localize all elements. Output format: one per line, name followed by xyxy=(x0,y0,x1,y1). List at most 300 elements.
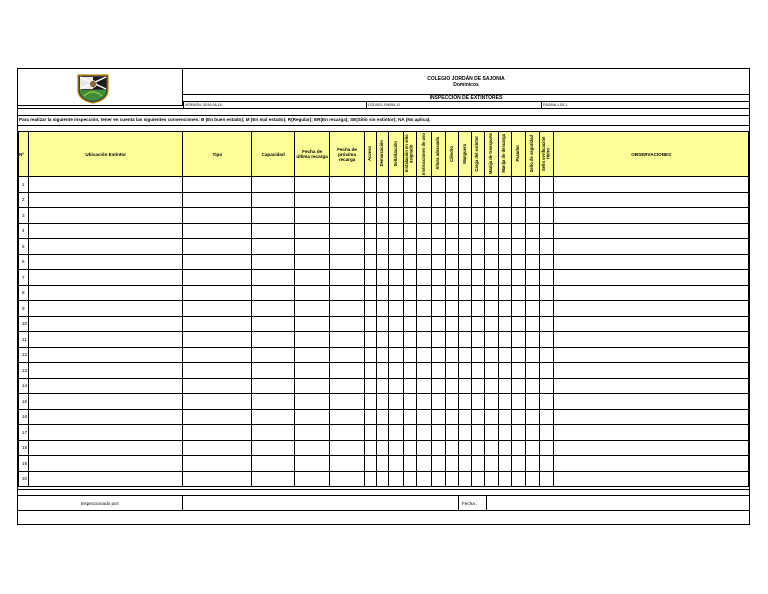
table-cell[interactable] xyxy=(416,378,431,394)
table-cell[interactable] xyxy=(252,471,295,487)
table-cell[interactable] xyxy=(252,254,295,270)
table-cell[interactable] xyxy=(28,363,182,379)
table-cell[interactable] xyxy=(364,456,376,472)
table-cell[interactable] xyxy=(183,301,252,317)
table-cell[interactable] xyxy=(511,347,525,363)
table-cell[interactable] xyxy=(183,440,252,456)
table-cell[interactable] xyxy=(416,456,431,472)
table-cell[interactable] xyxy=(364,440,376,456)
table-cell[interactable] xyxy=(554,316,749,332)
table-cell[interactable] xyxy=(554,347,749,363)
table-cell[interactable] xyxy=(330,285,365,301)
table-cell[interactable] xyxy=(445,332,458,348)
table-cell[interactable] xyxy=(471,394,484,410)
table-cell[interactable] xyxy=(28,425,182,441)
table-cell[interactable] xyxy=(295,223,330,239)
table-cell[interactable] xyxy=(445,347,458,363)
table-cell[interactable] xyxy=(431,456,445,472)
table-cell[interactable] xyxy=(403,223,416,239)
table-cell[interactable] xyxy=(376,239,388,255)
table-cell[interactable] xyxy=(554,409,749,425)
table-cell[interactable] xyxy=(403,347,416,363)
table-cell[interactable] xyxy=(484,394,498,410)
table-cell[interactable] xyxy=(458,332,471,348)
table-cell[interactable] xyxy=(330,208,365,224)
table-cell[interactable] xyxy=(376,301,388,317)
table-cell[interactable] xyxy=(364,409,376,425)
table-cell[interactable] xyxy=(403,301,416,317)
table-cell[interactable] xyxy=(445,471,458,487)
table-cell[interactable] xyxy=(484,440,498,456)
table-cell[interactable] xyxy=(458,254,471,270)
table-cell[interactable] xyxy=(525,394,539,410)
table-cell[interactable] xyxy=(498,223,511,239)
table-cell[interactable] xyxy=(458,285,471,301)
table-cell[interactable] xyxy=(252,409,295,425)
table-cell[interactable] xyxy=(445,394,458,410)
table-cell[interactable] xyxy=(252,456,295,472)
table-cell[interactable] xyxy=(431,363,445,379)
table-cell[interactable] xyxy=(183,409,252,425)
table-cell[interactable] xyxy=(511,270,525,286)
table-cell[interactable] xyxy=(388,316,403,332)
table-cell[interactable] xyxy=(388,471,403,487)
table-cell[interactable] xyxy=(554,394,749,410)
table-cell[interactable] xyxy=(252,363,295,379)
table-cell[interactable] xyxy=(539,301,554,317)
table-cell[interactable] xyxy=(376,363,388,379)
table-cell[interactable] xyxy=(416,285,431,301)
table-cell[interactable] xyxy=(525,301,539,317)
table-cell[interactable] xyxy=(484,471,498,487)
table-cell[interactable] xyxy=(28,347,182,363)
table-cell[interactable] xyxy=(498,301,511,317)
table-cell[interactable] xyxy=(539,223,554,239)
table-cell[interactable] xyxy=(252,394,295,410)
table-cell[interactable] xyxy=(539,456,554,472)
table-cell[interactable] xyxy=(431,347,445,363)
table-cell[interactable] xyxy=(388,208,403,224)
table-cell[interactable] xyxy=(295,347,330,363)
table-cell[interactable] xyxy=(471,316,484,332)
table-cell[interactable] xyxy=(539,285,554,301)
table-cell[interactable] xyxy=(458,192,471,208)
table-cell[interactable] xyxy=(471,363,484,379)
table-cell[interactable] xyxy=(498,332,511,348)
table-cell[interactable] xyxy=(376,409,388,425)
table-cell[interactable] xyxy=(388,301,403,317)
table-cell[interactable] xyxy=(252,347,295,363)
table-cell[interactable] xyxy=(431,301,445,317)
table-cell[interactable] xyxy=(498,394,511,410)
table-cell[interactable] xyxy=(295,440,330,456)
table-cell[interactable] xyxy=(525,332,539,348)
table-cell[interactable] xyxy=(416,239,431,255)
table-cell[interactable] xyxy=(252,316,295,332)
table-cell[interactable] xyxy=(28,270,182,286)
table-cell[interactable] xyxy=(445,239,458,255)
table-cell[interactable] xyxy=(416,440,431,456)
table-cell[interactable] xyxy=(183,456,252,472)
table-cell[interactable] xyxy=(388,347,403,363)
table-cell[interactable] xyxy=(525,347,539,363)
table-cell[interactable] xyxy=(458,270,471,286)
table-cell[interactable] xyxy=(431,440,445,456)
table-cell[interactable] xyxy=(511,332,525,348)
table-cell[interactable] xyxy=(388,394,403,410)
table-cell[interactable] xyxy=(416,192,431,208)
table-cell[interactable] xyxy=(364,192,376,208)
table-cell[interactable] xyxy=(330,409,365,425)
table-cell[interactable] xyxy=(330,394,365,410)
table-cell[interactable] xyxy=(498,316,511,332)
table-cell[interactable] xyxy=(28,456,182,472)
table-cell[interactable] xyxy=(539,270,554,286)
table-cell[interactable] xyxy=(554,363,749,379)
table-cell[interactable] xyxy=(539,316,554,332)
table-cell[interactable] xyxy=(554,440,749,456)
table-cell[interactable] xyxy=(471,456,484,472)
table-cell[interactable] xyxy=(484,270,498,286)
table-cell[interactable] xyxy=(295,363,330,379)
table-cell[interactable] xyxy=(376,425,388,441)
table-cell[interactable] xyxy=(403,456,416,472)
table-cell[interactable] xyxy=(484,363,498,379)
table-cell[interactable] xyxy=(252,270,295,286)
table-cell[interactable] xyxy=(295,285,330,301)
table-cell[interactable] xyxy=(364,208,376,224)
table-cell[interactable] xyxy=(330,177,365,193)
table-cell[interactable] xyxy=(445,270,458,286)
table-cell[interactable] xyxy=(484,456,498,472)
table-cell[interactable] xyxy=(484,177,498,193)
table-cell[interactable] xyxy=(539,254,554,270)
table-cell[interactable] xyxy=(539,192,554,208)
table-cell[interactable] xyxy=(252,239,295,255)
table-cell[interactable] xyxy=(525,239,539,255)
table-cell[interactable] xyxy=(554,192,749,208)
table-cell[interactable] xyxy=(28,409,182,425)
table-cell[interactable] xyxy=(295,254,330,270)
table-cell[interactable] xyxy=(28,301,182,317)
table-cell[interactable] xyxy=(330,223,365,239)
table-cell[interactable] xyxy=(431,208,445,224)
table-cell[interactable] xyxy=(364,254,376,270)
table-cell[interactable] xyxy=(498,409,511,425)
table-cell[interactable] xyxy=(330,239,365,255)
table-cell[interactable] xyxy=(458,239,471,255)
table-cell[interactable] xyxy=(554,425,749,441)
table-cell[interactable] xyxy=(484,347,498,363)
table-cell[interactable] xyxy=(364,239,376,255)
table-cell[interactable] xyxy=(252,192,295,208)
table-cell[interactable] xyxy=(484,332,498,348)
table-cell[interactable] xyxy=(388,177,403,193)
table-cell[interactable] xyxy=(431,378,445,394)
table-cell[interactable] xyxy=(376,471,388,487)
table-cell[interactable] xyxy=(376,456,388,472)
table-cell[interactable] xyxy=(458,363,471,379)
table-cell[interactable] xyxy=(539,177,554,193)
table-cell[interactable] xyxy=(445,378,458,394)
table-cell[interactable] xyxy=(511,208,525,224)
table-cell[interactable] xyxy=(458,177,471,193)
table-cell[interactable] xyxy=(183,208,252,224)
table-cell[interactable] xyxy=(445,409,458,425)
table-cell[interactable] xyxy=(445,208,458,224)
table-cell[interactable] xyxy=(511,394,525,410)
table-cell[interactable] xyxy=(364,425,376,441)
table-cell[interactable] xyxy=(498,270,511,286)
table-cell[interactable] xyxy=(511,239,525,255)
table-cell[interactable] xyxy=(364,285,376,301)
table-cell[interactable] xyxy=(445,192,458,208)
inspected-by-field[interactable] xyxy=(183,496,459,511)
table-cell[interactable] xyxy=(376,208,388,224)
table-cell[interactable] xyxy=(376,378,388,394)
table-cell[interactable] xyxy=(403,270,416,286)
table-cell[interactable] xyxy=(484,301,498,317)
table-cell[interactable] xyxy=(330,192,365,208)
table-cell[interactable] xyxy=(445,223,458,239)
table-cell[interactable] xyxy=(295,456,330,472)
table-cell[interactable] xyxy=(471,177,484,193)
table-cell[interactable] xyxy=(364,394,376,410)
table-cell[interactable] xyxy=(252,301,295,317)
table-cell[interactable] xyxy=(498,239,511,255)
table-cell[interactable] xyxy=(484,208,498,224)
table-cell[interactable] xyxy=(295,177,330,193)
table-cell[interactable] xyxy=(554,239,749,255)
table-cell[interactable] xyxy=(458,316,471,332)
table-cell[interactable] xyxy=(431,270,445,286)
table-cell[interactable] xyxy=(403,177,416,193)
table-cell[interactable] xyxy=(554,270,749,286)
table-cell[interactable] xyxy=(525,440,539,456)
table-cell[interactable] xyxy=(28,332,182,348)
table-cell[interactable] xyxy=(416,254,431,270)
table-cell[interactable] xyxy=(252,425,295,441)
table-cell[interactable] xyxy=(554,378,749,394)
table-cell[interactable] xyxy=(511,409,525,425)
table-cell[interactable] xyxy=(554,456,749,472)
table-cell[interactable] xyxy=(376,177,388,193)
table-cell[interactable] xyxy=(539,332,554,348)
table-cell[interactable] xyxy=(183,332,252,348)
table-cell[interactable] xyxy=(471,270,484,286)
table-cell[interactable] xyxy=(471,301,484,317)
table-cell[interactable] xyxy=(554,301,749,317)
table-cell[interactable] xyxy=(364,378,376,394)
table-cell[interactable] xyxy=(388,223,403,239)
table-cell[interactable] xyxy=(330,425,365,441)
table-cell[interactable] xyxy=(183,239,252,255)
table-cell[interactable] xyxy=(539,239,554,255)
table-cell[interactable] xyxy=(376,394,388,410)
table-cell[interactable] xyxy=(498,440,511,456)
table-cell[interactable] xyxy=(295,332,330,348)
table-cell[interactable] xyxy=(471,440,484,456)
table-cell[interactable] xyxy=(364,363,376,379)
table-cell[interactable] xyxy=(403,285,416,301)
table-cell[interactable] xyxy=(539,409,554,425)
table-cell[interactable] xyxy=(484,254,498,270)
table-cell[interactable] xyxy=(511,425,525,441)
table-cell[interactable] xyxy=(539,471,554,487)
table-cell[interactable] xyxy=(376,347,388,363)
table-cell[interactable] xyxy=(484,239,498,255)
table-cell[interactable] xyxy=(539,440,554,456)
table-cell[interactable] xyxy=(471,332,484,348)
table-cell[interactable] xyxy=(511,316,525,332)
table-cell[interactable] xyxy=(252,223,295,239)
table-cell[interactable] xyxy=(498,456,511,472)
table-cell[interactable] xyxy=(388,285,403,301)
table-cell[interactable] xyxy=(28,223,182,239)
table-cell[interactable] xyxy=(183,471,252,487)
table-cell[interactable] xyxy=(330,471,365,487)
table-cell[interactable] xyxy=(388,409,403,425)
table-cell[interactable] xyxy=(525,192,539,208)
table-cell[interactable] xyxy=(388,440,403,456)
table-cell[interactable] xyxy=(183,425,252,441)
table-cell[interactable] xyxy=(525,456,539,472)
table-cell[interactable] xyxy=(364,177,376,193)
table-cell[interactable] xyxy=(431,394,445,410)
table-cell[interactable] xyxy=(183,285,252,301)
table-cell[interactable] xyxy=(539,363,554,379)
table-cell[interactable] xyxy=(484,285,498,301)
table-cell[interactable] xyxy=(295,192,330,208)
table-cell[interactable] xyxy=(471,285,484,301)
table-cell[interactable] xyxy=(511,192,525,208)
table-cell[interactable] xyxy=(498,285,511,301)
table-cell[interactable] xyxy=(458,208,471,224)
table-cell[interactable] xyxy=(376,270,388,286)
table-cell[interactable] xyxy=(183,316,252,332)
table-cell[interactable] xyxy=(525,425,539,441)
table-cell[interactable] xyxy=(498,192,511,208)
table-cell[interactable] xyxy=(431,316,445,332)
table-cell[interactable] xyxy=(511,285,525,301)
table-cell[interactable] xyxy=(458,471,471,487)
table-cell[interactable] xyxy=(388,456,403,472)
table-cell[interactable] xyxy=(295,301,330,317)
table-cell[interactable] xyxy=(330,270,365,286)
table-cell[interactable] xyxy=(295,270,330,286)
table-cell[interactable] xyxy=(28,378,182,394)
table-cell[interactable] xyxy=(28,440,182,456)
table-cell[interactable] xyxy=(498,177,511,193)
table-cell[interactable] xyxy=(416,394,431,410)
table-cell[interactable] xyxy=(484,192,498,208)
table-cell[interactable] xyxy=(484,316,498,332)
table-cell[interactable] xyxy=(364,270,376,286)
table-cell[interactable] xyxy=(330,301,365,317)
table-cell[interactable] xyxy=(416,332,431,348)
table-cell[interactable] xyxy=(364,301,376,317)
table-cell[interactable] xyxy=(539,394,554,410)
table-cell[interactable] xyxy=(416,223,431,239)
table-cell[interactable] xyxy=(458,223,471,239)
table-cell[interactable] xyxy=(458,440,471,456)
table-cell[interactable] xyxy=(388,363,403,379)
table-cell[interactable] xyxy=(183,270,252,286)
table-cell[interactable] xyxy=(525,177,539,193)
table-cell[interactable] xyxy=(484,425,498,441)
table-cell[interactable] xyxy=(431,192,445,208)
table-cell[interactable] xyxy=(28,471,182,487)
table-cell[interactable] xyxy=(183,394,252,410)
table-cell[interactable] xyxy=(431,239,445,255)
table-cell[interactable] xyxy=(403,378,416,394)
table-cell[interactable] xyxy=(431,254,445,270)
table-cell[interactable] xyxy=(498,378,511,394)
table-cell[interactable] xyxy=(183,378,252,394)
table-cell[interactable] xyxy=(252,332,295,348)
table-cell[interactable] xyxy=(388,378,403,394)
table-cell[interactable] xyxy=(431,471,445,487)
table-cell[interactable] xyxy=(416,363,431,379)
table-cell[interactable] xyxy=(554,471,749,487)
table-cell[interactable] xyxy=(525,378,539,394)
table-cell[interactable] xyxy=(525,471,539,487)
table-cell[interactable] xyxy=(498,471,511,487)
table-cell[interactable] xyxy=(183,254,252,270)
table-cell[interactable] xyxy=(183,223,252,239)
table-cell[interactable] xyxy=(183,363,252,379)
table-cell[interactable] xyxy=(403,409,416,425)
table-cell[interactable] xyxy=(525,254,539,270)
table-cell[interactable] xyxy=(554,208,749,224)
table-cell[interactable] xyxy=(364,347,376,363)
table-cell[interactable] xyxy=(295,239,330,255)
table-cell[interactable] xyxy=(431,285,445,301)
table-cell[interactable] xyxy=(376,440,388,456)
table-cell[interactable] xyxy=(511,177,525,193)
table-cell[interactable] xyxy=(252,208,295,224)
table-cell[interactable] xyxy=(364,332,376,348)
table-cell[interactable] xyxy=(376,223,388,239)
table-cell[interactable] xyxy=(431,409,445,425)
table-cell[interactable] xyxy=(28,254,182,270)
table-cell[interactable] xyxy=(330,456,365,472)
table-cell[interactable] xyxy=(364,471,376,487)
table-cell[interactable] xyxy=(445,254,458,270)
table-cell[interactable] xyxy=(403,239,416,255)
table-cell[interactable] xyxy=(376,332,388,348)
table-cell[interactable] xyxy=(330,316,365,332)
table-cell[interactable] xyxy=(498,254,511,270)
table-cell[interactable] xyxy=(458,409,471,425)
table-cell[interactable] xyxy=(511,456,525,472)
table-cell[interactable] xyxy=(403,254,416,270)
table-cell[interactable] xyxy=(376,192,388,208)
table-cell[interactable] xyxy=(431,177,445,193)
table-cell[interactable] xyxy=(28,208,182,224)
table-cell[interactable] xyxy=(403,363,416,379)
table-cell[interactable] xyxy=(458,456,471,472)
table-cell[interactable] xyxy=(416,425,431,441)
table-cell[interactable] xyxy=(525,270,539,286)
table-cell[interactable] xyxy=(252,378,295,394)
table-cell[interactable] xyxy=(295,394,330,410)
table-cell[interactable] xyxy=(416,208,431,224)
table-cell[interactable] xyxy=(458,394,471,410)
table-cell[interactable] xyxy=(416,347,431,363)
table-cell[interactable] xyxy=(295,409,330,425)
table-cell[interactable] xyxy=(330,378,365,394)
